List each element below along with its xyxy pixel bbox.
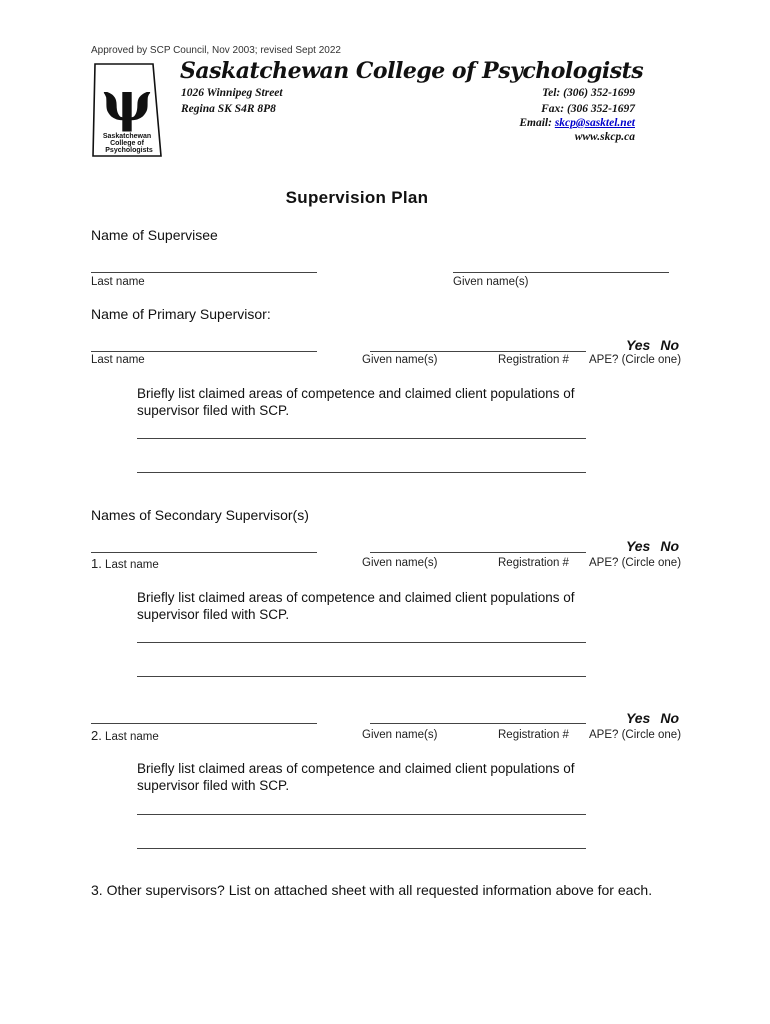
secondary-2-yes-no — [626, 710, 679, 726]
secondary-1-last-name-text: Last name — [105, 559, 159, 571]
secondary-2-last-name-label — [91, 728, 159, 743]
tel: Tel: (306) 352-1699 — [542, 87, 635, 99]
secondary-1-last-name-line[interactable] — [91, 552, 317, 553]
email-link[interactable]: skcp@sasktel.net — [554, 117, 635, 129]
primary-yes-no — [626, 337, 679, 353]
secondary-1-registration-label: Registration # — [498, 557, 569, 569]
primary-competence-line-2[interactable] — [137, 472, 586, 473]
scp-logo — [91, 62, 163, 158]
secondary-2-competence-text: Briefly list claimed areas of competence and claimed client populations of supervisor filed with SCP. — [137, 761, 575, 793]
primary-heading: Name of Primary Supervisor: — [91, 306, 271, 322]
address-street: 1026 Winnipeg Street — [181, 87, 283, 99]
supervisee-last-name-label: Last name — [91, 276, 145, 288]
svg-text:ψ: ψ — [101, 69, 153, 133]
secondary-1-number: 1. — [91, 556, 102, 571]
secondary-2-no[interactable]: No — [660, 710, 679, 726]
secondary-1-competence-line-2[interactable] — [137, 676, 586, 677]
secondary-2-competence-line-2[interactable] — [137, 848, 586, 849]
secondary-1-yes-no — [626, 538, 679, 554]
email-row — [519, 117, 635, 129]
supervisee-heading: Name of Supervisee — [91, 227, 218, 243]
secondary-2-registration-label: Registration # — [498, 729, 569, 741]
logo-text-2: College of — [110, 140, 144, 147]
secondary-2-given-name-label: Given name(s) — [362, 729, 438, 741]
primary-no[interactable]: No — [660, 337, 679, 353]
primary-competence-line-1[interactable] — [137, 438, 586, 439]
secondary-1-competence-text: Briefly list claimed areas of competence and claimed client populations of supervisor filed with SCP. — [137, 590, 575, 622]
primary-ape-label: APE? (Circle one) — [589, 354, 682, 366]
org-name: Saskatchewan College of Psychologists — [180, 58, 644, 84]
secondary-1-given-name-line[interactable] — [370, 552, 586, 553]
email-label: Email: — [519, 117, 552, 129]
logo-text-3: Psychologists — [105, 147, 153, 154]
supervisee-given-name-label: Given name(s) — [453, 276, 529, 288]
secondary-2-number: 2. — [91, 728, 102, 743]
secondary-1-competence-line-1[interactable] — [137, 642, 586, 643]
supervisee-given-name-line[interactable] — [453, 272, 669, 273]
secondary-1-ape-label: APE? (Circle one) — [589, 557, 682, 569]
approval-note: Approved by SCP Council, Nov 2003; revised Sept 2022 — [91, 45, 341, 56]
secondary-1-no[interactable]: No — [660, 538, 679, 554]
website: www.skcp.ca — [574, 131, 635, 143]
other-supervisors-note: 3. Other supervisors? List on attached sheet with all requested information above for each. — [91, 882, 653, 898]
secondary-1-given-name-label: Given name(s) — [362, 557, 438, 569]
primary-competence-text: Briefly list claimed areas of competence and claimed client populations of supervisor filed with SCP. — [137, 386, 575, 418]
primary-yes[interactable]: Yes — [625, 337, 651, 353]
fax: Fax: (306 352-1697 — [541, 103, 635, 115]
primary-given-name-line[interactable] — [370, 351, 586, 352]
secondary-2-ape-label: APE? (Circle one) — [589, 729, 682, 741]
secondary-2-last-name-line[interactable] — [91, 723, 317, 724]
primary-given-name-label: Given name(s) — [362, 354, 438, 366]
secondary-heading: Names of Secondary Supervisor(s) — [91, 507, 309, 523]
document-title: Supervision Plan — [285, 188, 429, 207]
logo-text-1: Saskatchewan — [102, 133, 152, 140]
supervisee-last-name-line[interactable] — [91, 272, 317, 273]
primary-last-name-label: Last name — [91, 354, 145, 366]
secondary-2-given-name-line[interactable] — [370, 723, 586, 724]
primary-last-name-line[interactable] — [91, 351, 317, 352]
address-city: Regina SK S4R 8P8 — [181, 103, 276, 115]
secondary-2-competence-line-1[interactable] — [137, 814, 586, 815]
secondary-1-last-name-label — [91, 556, 159, 571]
secondary-2-last-name-text: Last name — [105, 731, 159, 743]
secondary-1-yes[interactable]: Yes — [625, 538, 651, 554]
secondary-2-yes[interactable]: Yes — [625, 710, 651, 726]
primary-registration-label: Registration # — [498, 354, 569, 366]
